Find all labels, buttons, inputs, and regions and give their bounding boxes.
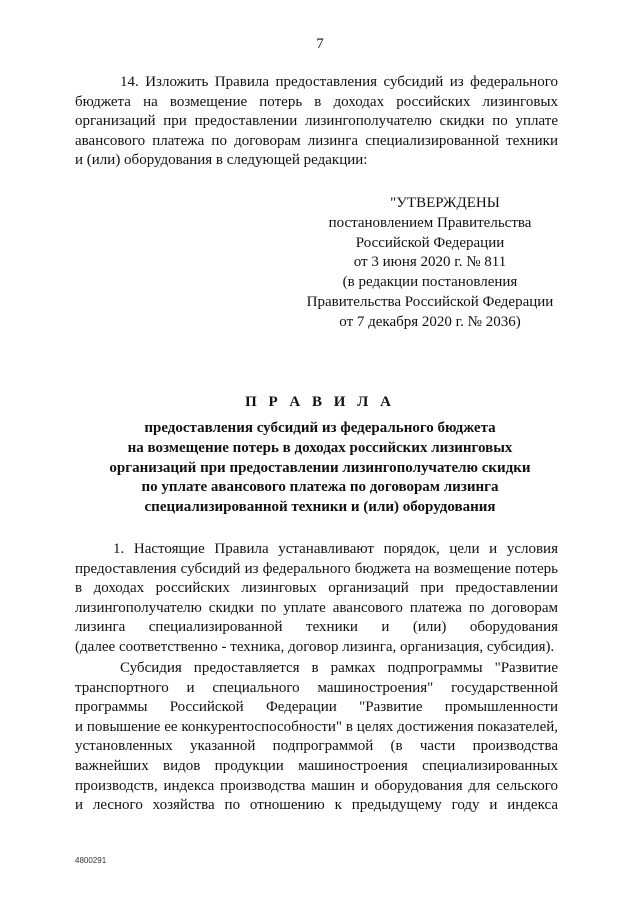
text-line: установленных указанной подпрограммой (в части производства [75,738,558,755]
text-line: важнейших видов продукции машиностроения специализированных [75,757,558,774]
amendment-item-14 [75,73,558,171]
approval-line: от 7 декабря 2020 г. № 2036) [339,313,521,330]
text-line: лизингополучателю скидки по уплате авансового платежа по договорам [75,599,558,616]
approval-line: Российской Федерации [355,234,505,251]
text-line: 14. Изложить Правила предоставления субсидий из федерального [120,74,558,90]
paragraph-2 [75,659,558,816]
approval-line: Правительства Российской Федерации [306,293,554,310]
text-line: Субсидия предоставляется в рамках подпрограммы "Развитие [120,660,558,676]
paragraph-1 [75,540,558,658]
rules-subtitle-line: организаций при предоставлении лизингополучателю скидки [109,459,531,476]
rules-title-block [0,394,640,518]
text-line: предоставления субсидий из федерального бюджета на возмещение потерь [75,560,558,577]
text-line: бюджета на возмещение потерь в доходах российских лизинговых [75,93,558,110]
text-line: программы Российской Федерации "Развитие промышленности [75,699,558,716]
rules-subtitle-line: по уплате авансового платежа по договорам лизинга [141,479,499,496]
text-line: и (или) оборудования в следующей редакции: [75,152,368,169]
text-line: в доходах российских лизинговых организаций при предоставлении [75,580,558,597]
rules-subtitle-line: предоставления субсидий из федерального бюджета [144,420,496,436]
text-line: авансового платежа по договорам лизинга специализированной техники [75,132,558,149]
document-code: 4800291 [75,856,107,865]
page-number: 7 [316,36,324,52]
text-line: лизинга специализированной техники и (или) оборудования [75,619,558,636]
approval-line: от 3 июня 2020 г. № 811 [353,254,507,271]
rules-subtitle-line: на возмещение потерь в доходах российских лизинговых [127,439,513,456]
rules-subtitle-line: специализированной техники и (или) оборудования [144,499,496,516]
rules-heading: П Р А В И Л А [245,394,395,410]
approval-line: (в редакции постановления [342,274,518,291]
text-line: и повышение ее конкурентоспособности" в целях достижения показателей, [75,718,558,735]
text-line: и лесного хозяйства по отношению к предыдущему году и индекса [75,797,558,814]
text-line: организаций при предоставлении лизингополучателю скидки по уплате [75,113,558,130]
text-line: (далее соответственно - техника, договор лизинга, организация, субсидия). [75,638,555,655]
approval-heading: "УТВЕРЖДЕНЫ [390,195,500,211]
text-line: транспортного и специального машиностроения" государственной [75,679,558,696]
approval-line: постановлением Правительства [328,214,532,231]
approval-stamp [300,194,560,333]
text-line: 1. Настоящие Правила устанавливают порядок, цели и условия [113,541,558,557]
text-line: производств, индекса производства машин и оборудования для сельского [75,777,558,794]
